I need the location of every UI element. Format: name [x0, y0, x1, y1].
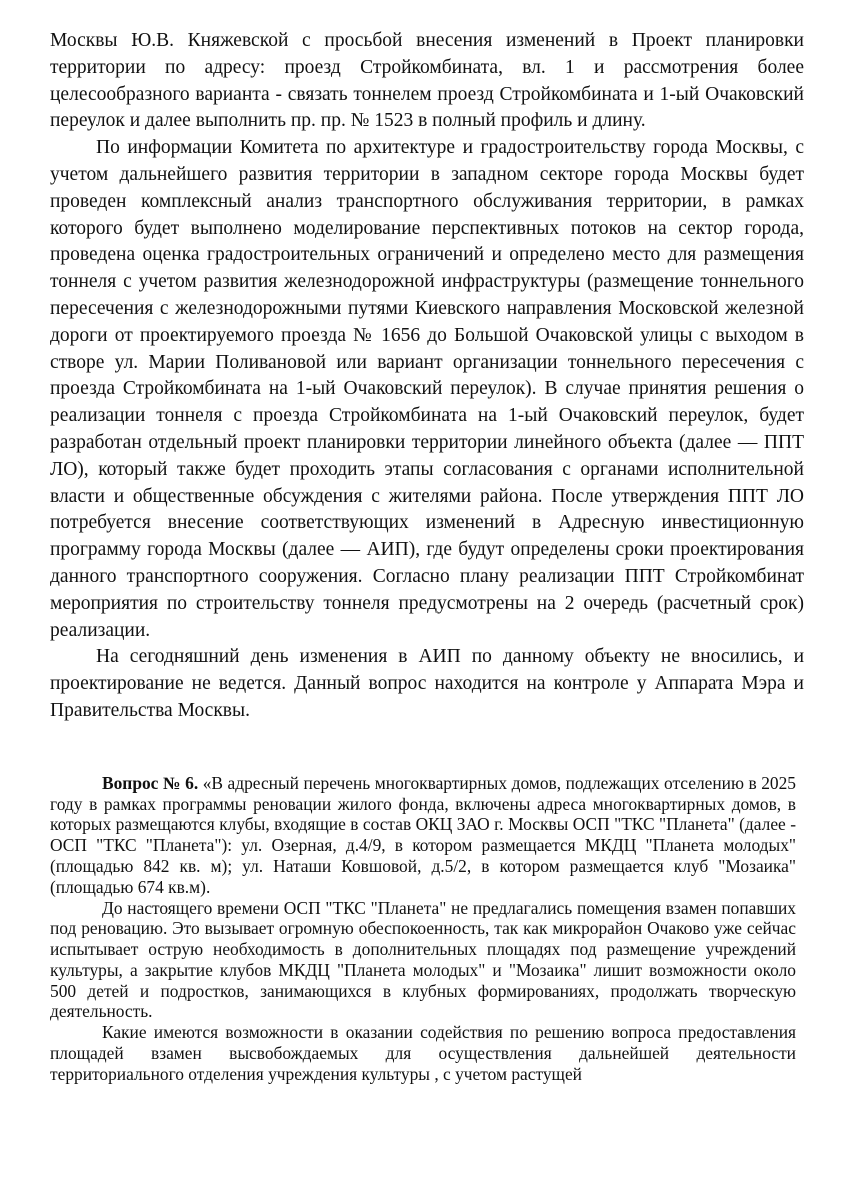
paragraph-current-status: На сегодняшний день изменения в АИП по данному объекту не вносились, и проектирование не ведется. Данный вопрос находится на контроле у Аппарата Мэра и Правительства Москвы.: [50, 646, 804, 721]
paragraph-assistance-question: Какие имеются возможности в оказании содействия по решению вопроса предоставления площадей взамен высвобождаемых для осуществления дальнейшей деятельности территориального отделения учреждения культуры , с учетом растущей: [50, 1022, 796, 1084]
question-6-paragraph: [50, 773, 796, 898]
tunnel-info-section: [50, 28, 804, 725]
question-number-label: Вопрос № 6.: [102, 772, 199, 793]
paragraph-committee-info: По информации Комитета по архитектуре и градостроительству города Москвы, с учетом дальнейшего развития территории в западном секторе города Москвы будет проведен комплексный анализ транспортного обслуживания территории, в рамках которого будет выполнено моделирование перспективных потоков на сектор города, проведена оценка градостроительных ограничений и определено место для размещения тоннеля с учетом развития железнодорожной инфраструктуры (размещение тоннельного пересечения с железнодорожными путями Киевского направления Московской железной дороги от проектируемого проезда № 1656 до Большой Очаковской улицы с выходом в створе ул. Марии Поливановой или вариант организации тоннельного пересечения с проезда Стройкомбината на 1-ый Очаковский переулок). В случае принятия решения о реализации тоннеля с проезда Стройкомбината на 1-ый Очаковский переулок, будет разработан отдельный проект планировки территории линейного объекта (далее — ППТ ЛО), который также будет проходить этапы согласования с органами исполнительной власти и общественные обсуждения с жителями района. После утверждения ППТ ЛО потребуется внесение соответствующих изменений в Адресную инвестиционную программу города Москвы (далее — АИП), где будут определены сроки проектирования данного транспортного сооружения. Согласно плану реализации ППТ Стройкомбинат мероприятия по строительству тоннеля предусмотрены на 2 очередь (расчетный срок) реализации.: [50, 137, 804, 641]
paragraph-premises-concern: До настоящего времени ОСП "ТКС "Планета" не предлагались помещения взамен попавших под реновацию. Это вызывает огромную обеспокоенность, так как микрорайон Очаково уже сейчас испытывает острую необходимость в дополнительных площадях под размещение учреждений культуры, а закрытие клубов МКДЦ "Планета молодых" и "Мозаика" лишит возможности около 500 детей и подростков, занимающихся в клубных формированиях, продолжать творческую деятельность.: [50, 897, 796, 1022]
paragraph-request-continuation: Москвы Ю.В. Княжевской с просьбой внесения изменений в Проект планировки территории по адресу: проезд Стройкомбината, вл. 1 и рассмотрения более целесообразного варианта - связать тоннелем проезд Стройкомбината и 1-ый Очаковский переулок и далее выполнить пр. пр. № 1523 в полный профиль и длину.: [50, 30, 804, 132]
question-6-text: «В адресный перечень многоквартирных домов, подлежащих отселению в 2025 году в рамках программы реновации жилого фонда, включены адреса многоквартирных домов, в которых размещаются клубы, входящие в состав ОКЦ ЗАО г. Москвы ОСП "ТКС "Планета" (далее - ОСП "ТКС "Планета"): ул. Озерная, д.4/9, в котором размещается МКДЦ "Планета молодых" (площадью 842 кв. м); ул. Наташи Ковшовой, д.5/2, в котором размещается клуб "Мозаика" (площадью 674 кв.м).: [50, 772, 797, 897]
question-6-section: [50, 773, 804, 1085]
